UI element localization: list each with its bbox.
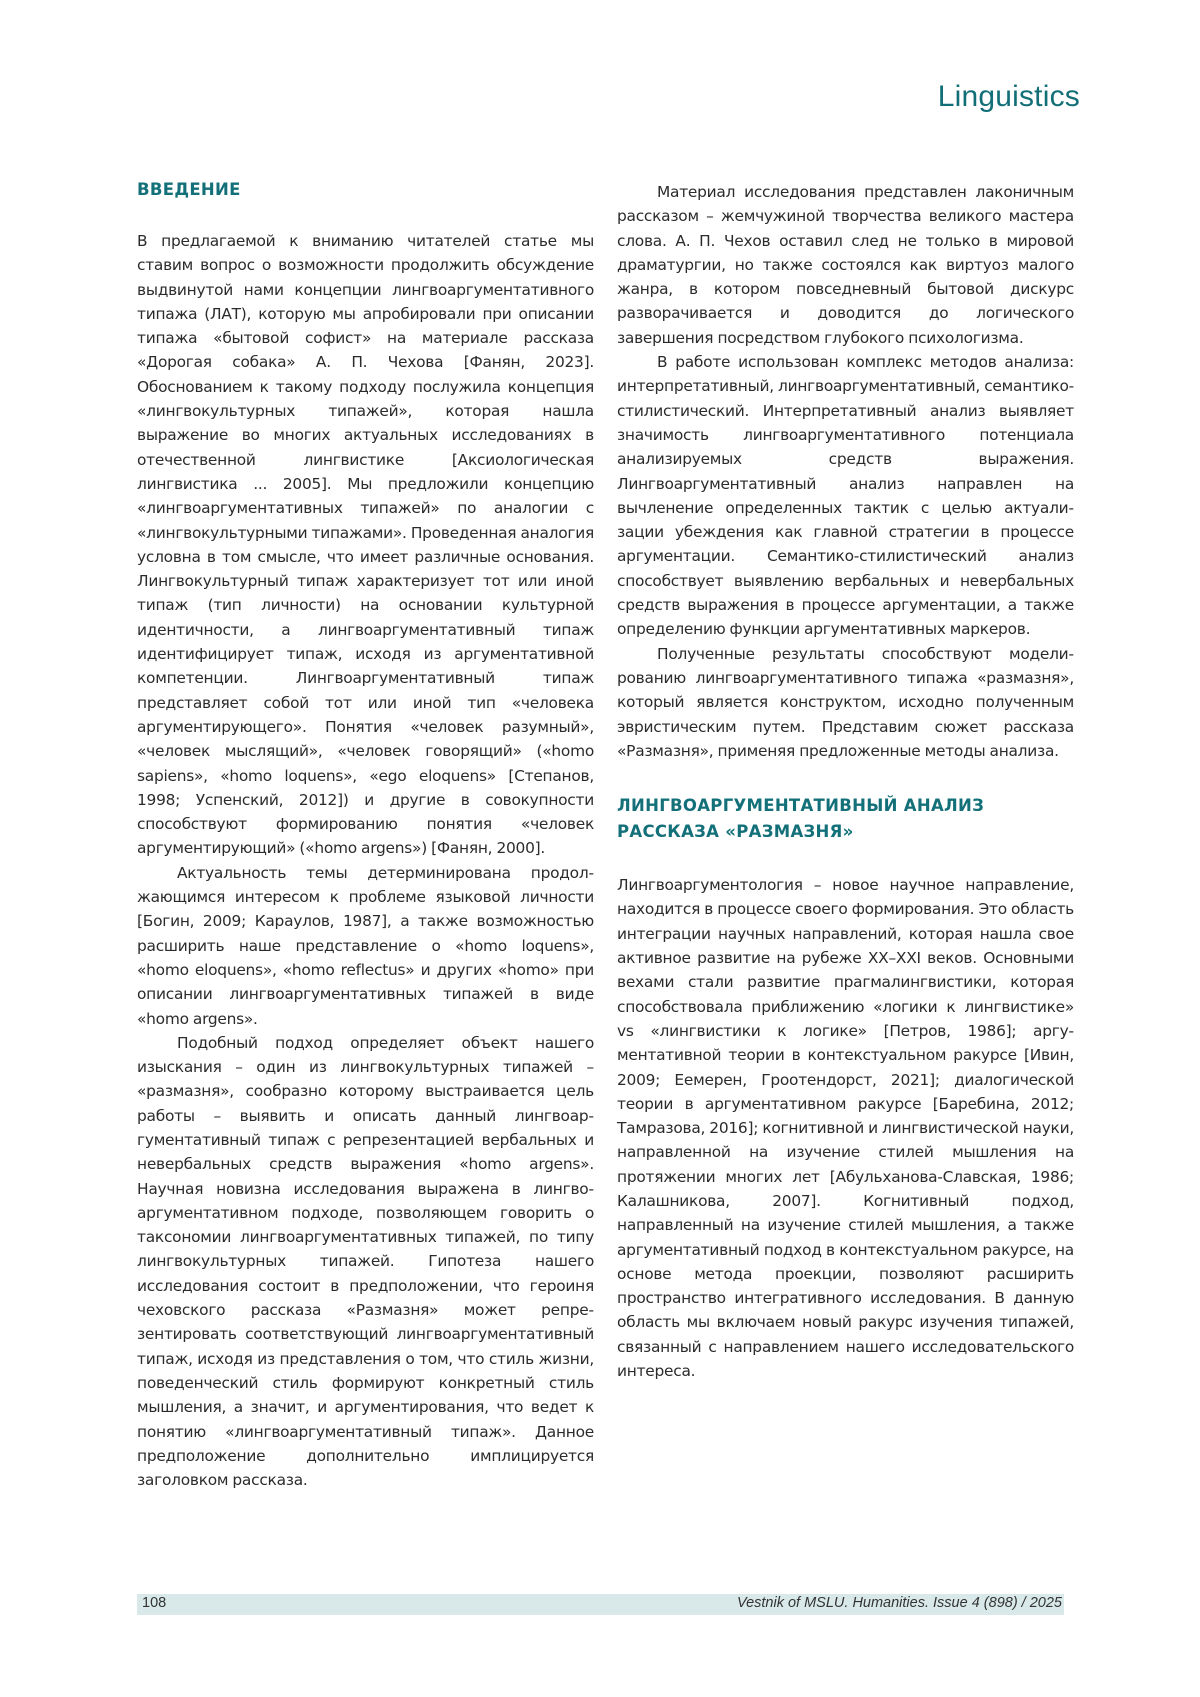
section-heading-analysis [617, 793, 1074, 845]
paragraph: В предлагаемой к вниманию читателей статье мы ставим вопрос о возможности продолжить обсуждение выдвинутой нами концепции лингвоаргументативного типажа (ЛАТ), которую мы апробировали при описании типажа «бытовой софист» на материале рассказа «Дорогая собака» А. П. Чехова [Фанян, 2023]. Обоснованием к такому подходу послужила концепция «лингвокультурных типажей», которая нашла выражение во многих актуальных исследованиях в отечественной лингвистике [Аксиологическая лингвистика ... 2005]. Мы предложили концепцию «лингвоаргументативных типажей» по аналогии с «лингвокультурными типажами». Проведенная аналогия условна в том смысле, что имеет различные основания. Лингвокультурный типаж характеризует тот или иной типаж (тип личности) на основании культурной идентичности, а лингвоаргументативный типаж идентифицирует типаж, исходя из аргументативной компетенции. Лингвоаргументативный типаж представляет собой тот или иной тип «человека аргументирующего». Понятия «человек разумный», «человек мыслящий», «человек говорящий» («homo sapiens», «homo loquens», «ego eloquens» [Степанов, 1998; Успенский, 2012]) и другие в совокупности способствуют формированию понятия «человек аргументирующий» («homo argens») [Фанян, 2000]. [137, 232, 594, 858]
paragraph: Материал исследования представлен лаконичным рассказом – жемчужиной творчества великого мастера слова. А. П. Чехов оставил след не только в мировой драматургии, но также состоялся как виртуоз малого жанра, в котором повседневный бытовой дискурс разворачивается и доводится до логического завершения посредством глубокого психологизма. [617, 183, 1074, 347]
journal-section-label: Linguistics [937, 80, 1080, 113]
paragraph: Лингвоаргументология – новое научное направление, находится в процессе своего формирования. Это область интеграции научных направлений, которая нашла свое активное развитие на рубеже XX–XXI веков. Основными вехами стали развитие прагмалингвистики, которая способствовала приближению «логики к лингвистике» vs «лингвистики к логике» [Петров, 1986]; аргументативной теории в контекстуальном ракурсе [Ивин, 2009; Еемерен, Гроотендорст, 2021]; диалогической теории в аргументативном ракурсе [Баребина, 2012; Тамразова, 2016]; когнитивной и лингвистической науки, направленной на изучение стилей мышления на протяжении многих лет [Абульханова-Славская, 1986; Калашникова, 2007]. Когнитивный подход, направленный на изучение стилей мышления, а также аргументативный подход в контекстуальном ракурсе, на основе метода проекции, позволяют расширить пространство интегративного исследования. В данную область мы включаем новый ракурс изучения типажей, связанный с направлением нашего исследовательского интереса. [617, 876, 1074, 1381]
section-heading-introduction: ВВЕДЕНИЕ [137, 180, 241, 199]
left-column [137, 177, 594, 1492]
journal-citation: Vestnik of MSLU. Humanities. Issue 4 (898) / 2025 [736, 1595, 1062, 1611]
paragraph: Подобный подход определяет объект нашего изыскания – один из лингвокультурных типажей – «размазня», сообразно которому выстраивается цель работы – выявить и описать данный лингвоаргументативный типаж с репрезентацией вербальных и невербальных средств выражения «homo argens». Научная новизна исследования выражена в лингвоаргументативном подходе, позволяющем говорить о таксономии лингвоаргументативных типажей, по типу лингвокультурных типажей. Гипотеза нашего исследования состоит в предположении, что героиня чеховского рассказа «Размазня» может репрезентировать соответствующий лингвоаргументативный типаж, исходя из представления о том, что стиль жизни, поведенческий стиль формируют конкретный стиль мышления, а значит, и аргументирования, что ведет к понятию «лингвоаргументативный типаж». Данное предположение дополнительно имплицируется заголовком рассказа. [137, 1033, 594, 1490]
page-number: 108 [142, 1595, 167, 1611]
paragraph: В работе использован комплекс методов анализа: интерпретативный, лингвоаргументативный, семантико-стилистический. Интерпретативный анализ выявляет значимость лингвоаргументативного потенциала анализируемых средств выражения. Лингвоаргументативный анализ направлен на вычленение определенных тактик с целью актуализации убеждения как главной стратегии в процессе аргументации. Семантико-стилистический анализ способствует выявлению вербальных и невербальных средств выражения в процессе аргументации, а также определению функции аргументативных маркеров. [617, 353, 1074, 639]
paragraph: Актуальность темы детерминирована продолжающимся интересом к проблеме языковой личности [Богин, 2009; Караулов, 1987], а также возможностью расширить наше представление о «homo loquens», «homo eloquens», «homo reflectus» и других «homo» при описании лингвоаргументативных типажей в виде «homo argens». [137, 863, 594, 1028]
heading-line: ЛИНГВОАРГУМЕНТАТИВНЫЙ АНАЛИЗ [617, 796, 985, 816]
paragraph: Полученные результаты способствуют моделированию лингвоаргументативного типажа «размазня», который является конструктом, исходно полученным эвристическим путем. Представим сюжет рассказа «Размазня», применяя предложенные методы анализа. [617, 644, 1074, 760]
right-column [617, 180, 1074, 1383]
footer-bar [137, 1594, 1064, 1615]
heading-line: РАССКАЗА «РАЗМАЗНЯ» [617, 822, 854, 842]
